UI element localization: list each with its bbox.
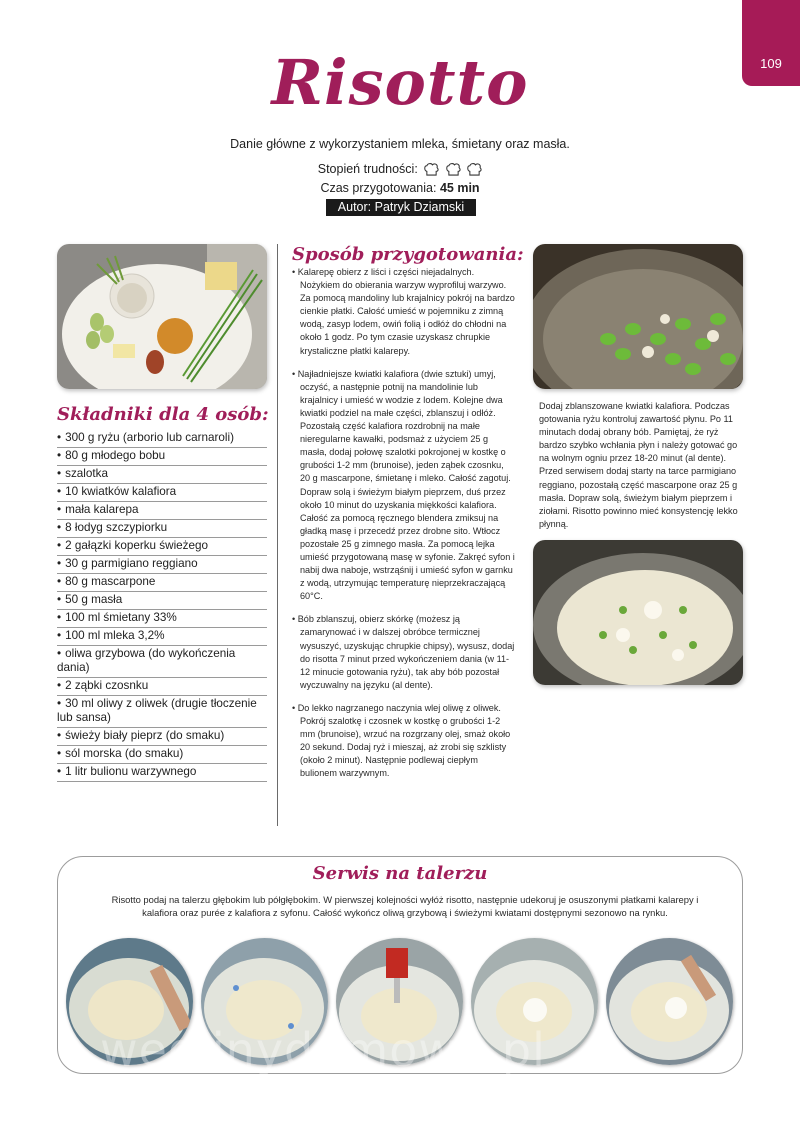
chef-hat-icon	[424, 163, 439, 176]
list-item: • mała kalarepa	[57, 502, 267, 520]
author-badge: Autor: Patryk Dziamski	[326, 199, 476, 216]
prep-time-value: 45 min	[439, 181, 480, 195]
list-item: • 80 g młodego bobu	[57, 448, 267, 466]
page-number: 109	[760, 56, 782, 71]
method-continued: Dodaj zblanszowane kwiatki kalafiora. Podczas gotowania ryżu kontroluj zawartość płynu. Po 11 minutach dodaj obrany bób. Pamiętaj, że ryż bardzo szybko wchłania płyn i należy gotować go na wolnym ogniu przez 18-20 minut (al dente). Przed serwisem dodaj starty na tarce parmigiano reggiano, pozostałą część mascarpone oraz 25 g masła. Dopraw solą, świeżym białym pieprzem i ziołami. Risotto powinno mieć konsystencję lekko płynną.	[539, 401, 738, 529]
list-item: • 30 ml oliwy z oliwek (drugie tłoczenie lub sansa)	[57, 696, 267, 728]
list-item: • 30 g parmigiano reggiano	[57, 556, 267, 574]
prep-time-label: Czas przygotowania:	[320, 181, 437, 195]
list-item: • 50 g masła	[57, 592, 267, 610]
ingredients-heading: Składniki dla 4 osób:	[57, 404, 269, 425]
chef-hat-icon	[467, 163, 482, 176]
list-item: • 100 ml śmietany 33%	[57, 610, 267, 628]
list-item: • 2 gałązki koperku świeżego	[57, 538, 267, 556]
list-item: • 2 ząbki czosnku	[57, 678, 267, 696]
method-step: • Do lekko nagrzanego naczynia wlej oliwę z oliwek. Pokrój szalotkę i czosnek w kostkę o grubości 1-2 mm (brunoise), wrzuć na rozgrzany olej, smaż około 20 sekund. Dodaj ryż i mieszaj, aż zrobi się szklisty (około 2 minut). Następnie podlewaj ciepłym bulionem warzywnym.	[292, 702, 511, 779]
prep-time-row	[0, 181, 800, 195]
list-item: • sól morska (do smaku)	[57, 746, 267, 764]
list-item: • świeży biały pieprz (do smaku)	[57, 728, 267, 746]
plating-photo	[606, 938, 733, 1065]
difficulty-label: Stopień trudności:	[317, 162, 418, 176]
list-item: • 1 litr bulionu warzywnego	[57, 764, 267, 782]
difficulty-row	[0, 162, 800, 176]
list-item: • 8 łodyg szczypiorku	[57, 520, 267, 538]
watermark: wedlinydomowe.pl	[100, 1023, 546, 1077]
method-steps	[292, 266, 516, 790]
method-step: • Kalarepę obierz z liści i części niejadalnych. Nożykiem do obierania warzyw wyprofiluj warzywo. Za pomocą mandoliny lub krajalnicy pokrój na bardzo cienkie płatki. Całość umieść w pojemniku z zimną wodą, zasyp lodem, owiń folią i odłóż do chłodni na około 1 godz. Po tym czasie uzyskasz chrupkie krystaliczne płatki kalarepy.	[292, 267, 515, 356]
serving-text: Risotto podaj na talerzu głębokim lub półgłębokim. W pierwszej kolejności wyłóż risotto, następnie udekoruj je osuszonymi płatkami kalarepy i kalafiora oraz purée z kalafiora z syfonu. Całość wykończ oliwą grzybową i świeżymi kwiatami dostępnymi sezonowo na rynku.	[111, 894, 699, 918]
column-divider	[277, 244, 278, 826]
recipe-subtitle: Danie główne z wykorzystaniem mleka, śmietany oraz masła.	[230, 137, 570, 151]
chef-hat-icon	[446, 163, 461, 176]
list-item: • 100 ml mleka 3,2%	[57, 628, 267, 646]
list-item: • szalotka	[57, 466, 267, 484]
pot-beans-photo	[533, 244, 743, 389]
ingredients-photo	[57, 244, 267, 389]
list-item: • 10 kwiatków kalafiora	[57, 484, 267, 502]
method-step: • Bób zblanszuj, obierz skórkę (możesz ją zamarynować i w dalszej obróbce termicznej wysuszyć, uzyskując chrupkie chipsy), wysusz, dodaj do risotta 7 minut przed wykończeniem dania (w 11-12 minucie gotowania ryżu), tak aby bób pozostał wyczuwalny na języku (al dente).	[292, 614, 515, 690]
serving-heading: Serwis na talerzu	[312, 863, 488, 884]
ingredients-list	[57, 430, 267, 782]
list-item: • oliwa grzybowa (do wykończenia dania)	[57, 646, 267, 678]
list-item: • 80 g mascarpone	[57, 574, 267, 592]
method-heading: Sposób przygotowania:	[292, 244, 524, 265]
method-step: • Najładniejsze kwiatki kalafiora (dwie sztuki) umyj, oczyść, a następnie potnij na mandolinie lub krajalnicy i umieść w wodzie z lodem. Kolejne dwa kwiatki podziel na małe części, zblanszuj i odłóż. Pozostałą część kalafiora rozdrobnij na małe nieregularne kawałki, podsmaż z użyciem 25 g masła, dodaj połowę szalotki pokrojonej w kostkę o grubości 1-2 mm (brunoise), jeden ząbek czosnku, 20 g mascarpone, śmietanę i mleko. Całość zagotuj. Dopraw solą i świeżym białym pieprzem, duś przez około 10 minut do uzyskania miękkości kalafiora. Całość za pomocą ręcznego blendera zmiksuj na gładką masę i przecedź przez drobne sito. Wtłocz pozostałe 25 g zimnego masła. Za pomocą lejka umieść przygotowaną masę w syfonie. Zakręć syfon i nabij dwa naboje, wstrząśnij i umieść syfon w garnku z wodą, utrzymując temperaturę nieprzekraczającą 60°C.	[292, 368, 515, 602]
list-item: • 300 g ryżu (arborio lub carnaroli)	[57, 430, 267, 448]
recipe-title: Risotto	[271, 46, 529, 119]
risotto-pot-photo	[533, 540, 743, 685]
